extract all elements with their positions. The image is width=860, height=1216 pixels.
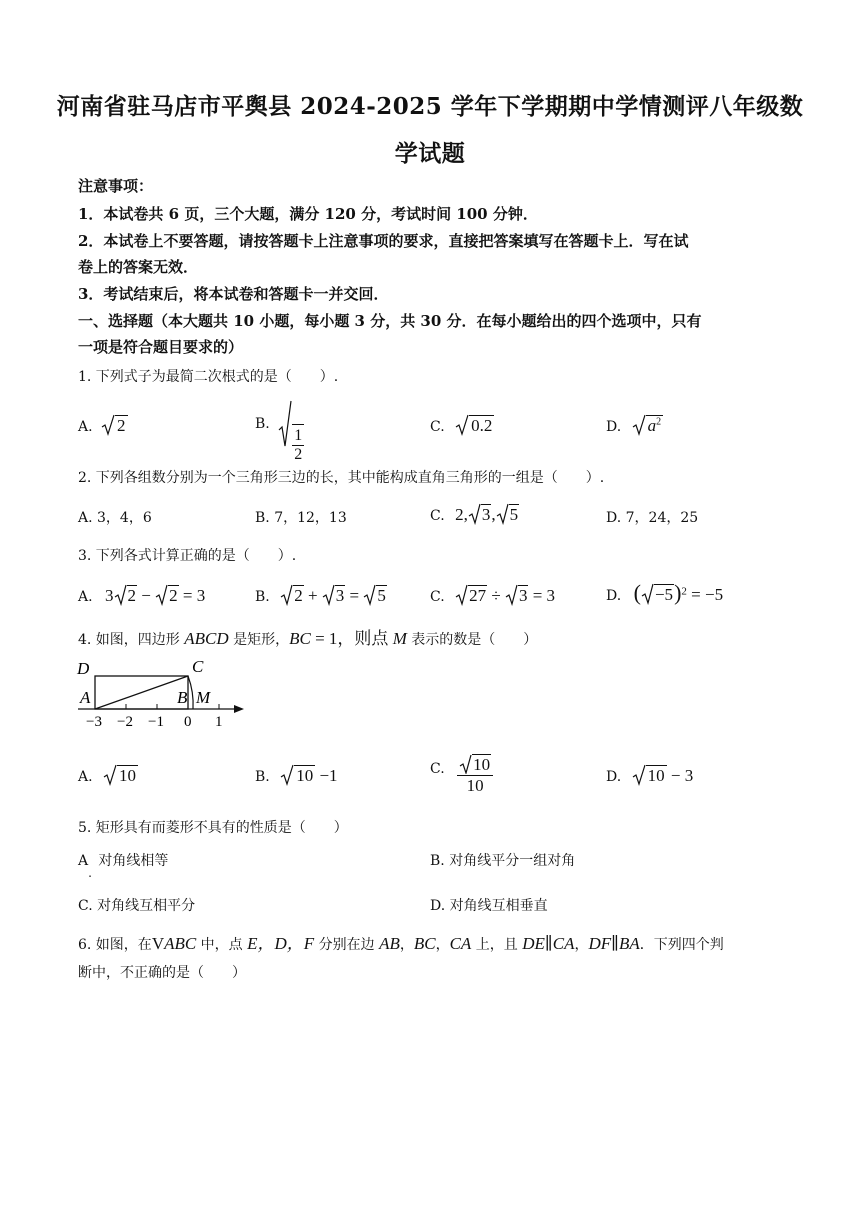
fraction-denominator: 2: [294, 445, 303, 463]
option-label: C.: [430, 761, 445, 777]
question-3-stem: 3. 下列各式计算正确的是（ ）.: [78, 548, 297, 564]
notice-heading: 注意事项：: [78, 177, 154, 195]
segment-label: CA: [449, 934, 472, 953]
sqrt-symbol: [280, 764, 294, 786]
arc-c-to-m: [188, 676, 193, 709]
separator: ,: [491, 505, 496, 524]
radicand: 5: [509, 505, 519, 524]
tick-label: −2: [117, 714, 133, 730]
sqrt-symbol: [114, 584, 127, 606]
diagonal-ac: [95, 676, 188, 709]
stem-text: 分别在边: [314, 937, 380, 953]
radicand: 2: [169, 586, 178, 605]
page-title: 河南省驻马店市平舆县 2024-2025 学年下学期期中学情测评八年级数: [56, 93, 804, 120]
q5-option-a: [78, 850, 169, 880]
parallel-condition: DF∥BA: [588, 934, 640, 953]
segment-label: BC: [289, 629, 311, 648]
stem-text: 上，且: [471, 937, 523, 953]
stem-text: 是矩形，: [228, 632, 290, 648]
sqrt-symbol: [468, 503, 481, 525]
radicand: 2: [294, 586, 303, 605]
open-paren: (: [633, 580, 641, 605]
label-d: D: [77, 659, 90, 678]
sqrt-symbol: [278, 400, 292, 448]
option-dot: .: [88, 866, 92, 880]
option-label: A.: [78, 769, 93, 785]
stem-text: 表示的数是（ ）: [406, 632, 538, 648]
sqrt-symbol: [496, 503, 509, 525]
notice-item-2: 2．本试卷上不要答题，请按答题卡上注意事项的要求，直接把答案填写在答题卡上．写在试: [78, 232, 689, 250]
option-label: D.: [606, 419, 622, 435]
sqrt-symbol: [455, 584, 468, 606]
section-heading-continued: 一项是符合题目要求的）: [78, 338, 244, 356]
question-6-stem: [78, 929, 724, 954]
q2-option-c: [430, 503, 519, 525]
radicand: −5: [654, 585, 674, 604]
parallel-condition: DE∥CA: [522, 934, 575, 953]
radicand: 27: [469, 586, 487, 605]
option-label: A.: [78, 419, 93, 435]
q3-option-d: [606, 580, 723, 606]
sqrt-symbol: [455, 414, 469, 436]
q2-option-b: B. 7，12，13: [255, 510, 347, 526]
radicand: 10: [473, 755, 491, 774]
radicand: 0.2: [471, 416, 493, 435]
option-label: C.: [430, 419, 445, 435]
value: 2,: [455, 505, 468, 524]
question-1-stem: 1. 下列式子为最简二次根式的是（ ）.: [78, 369, 339, 385]
sqrt-symbol: [632, 414, 646, 436]
q4-option-d: [606, 764, 693, 786]
radicand: 5: [377, 586, 386, 605]
section-heading: 一、选择题（本大题共 10 小题，每小题 3 分，共 30 分．在每小题给出的四个选项中，只有: [78, 312, 702, 330]
tick-label: 1: [215, 714, 223, 730]
radicand: 10: [296, 766, 314, 785]
q3-option-c: [430, 584, 555, 606]
sqrt-symbol: [103, 764, 117, 786]
q3-option-a: [78, 584, 205, 606]
q2-option-d: D. 7，24，25: [606, 510, 699, 526]
stem-text: = 1，则点: [310, 629, 393, 648]
tick-label: −1: [148, 714, 164, 730]
tick-label: 0: [184, 714, 192, 730]
radicand: 3: [481, 505, 491, 524]
sqrt-symbol: [505, 584, 518, 606]
q5-option-d: D. 对角线互相垂直: [430, 898, 548, 914]
q5-option-b: B. 对角线平分一组对角: [430, 853, 576, 869]
sqrt-symbol: [155, 584, 168, 606]
result: = −5: [686, 585, 724, 604]
sqrt-symbol: [632, 764, 646, 786]
stem-text: ，: [399, 937, 414, 953]
q5-option-c: C. 对角线互相平分: [78, 898, 196, 914]
expression-tail: − 3: [666, 766, 694, 785]
equals: =: [345, 586, 364, 605]
page-title-continued: 学试题: [394, 140, 466, 167]
radicand-exponent: 2: [656, 416, 662, 428]
expression-tail: −1: [315, 766, 338, 785]
question-6-stem-continued: 断中，不正确的是（ ）: [78, 965, 246, 981]
triangle-symbol: V: [151, 934, 165, 953]
label-c: C: [192, 657, 204, 676]
operator: ÷: [487, 586, 505, 605]
tick-label: −3: [86, 714, 102, 730]
label-m: M: [196, 688, 211, 707]
exponent: 2: [681, 585, 687, 598]
label-a: A: [80, 688, 91, 707]
question-4-stem: [78, 624, 537, 649]
sqrt-symbol: [280, 584, 293, 606]
result: = 3: [178, 586, 206, 605]
stem-text: 4. 如图，四边形: [78, 632, 185, 648]
option-label: C.: [430, 508, 445, 524]
q4-figure: [74, 654, 254, 734]
fraction-numerator: 1: [294, 426, 303, 444]
option-label: B.: [255, 416, 270, 432]
stem-text: ，: [574, 937, 589, 953]
option-label: A: [78, 853, 89, 869]
operator: +: [303, 586, 322, 605]
sqrt-symbol: [641, 583, 654, 605]
option-label: D.: [606, 769, 622, 785]
question-2-stem: 2. 下列各组数分别为一个三角形三边的长，其中能构成直角三角形的一组是（ ）.: [78, 470, 605, 486]
label-b: B: [177, 688, 188, 707]
q3-option-b: [255, 584, 387, 606]
notice-item-3: 3．考试结束后，将本试卷和答题卡一并交回．: [78, 285, 389, 303]
q4-option-a: [78, 764, 138, 786]
question-5-stem: 5. 矩形具有而菱形不具有的性质是（ ）: [78, 820, 348, 836]
radicand: 2: [127, 586, 137, 605]
stem-text: 6. 如图，在: [78, 937, 152, 953]
option-label: A.: [78, 589, 93, 605]
sqrt-symbol: [459, 754, 472, 774]
segment-label: BC: [413, 934, 436, 953]
close-paren: ): [674, 580, 682, 605]
q1-option-a: [78, 414, 128, 436]
option-label: B.: [255, 769, 270, 785]
q1-option-b: [255, 400, 304, 471]
radicand-base: a: [647, 416, 657, 435]
radicand: 10: [647, 766, 665, 785]
sqrt-symbol: [363, 584, 376, 606]
notice-item-2-continued: 卷上的答案无效．: [78, 258, 199, 276]
radicand: 2: [117, 416, 126, 435]
q4-option-c: [430, 754, 493, 796]
q1-option-c: [430, 414, 494, 436]
point-labels: E，D，F: [247, 934, 315, 953]
stem-text: ．下列四个判: [639, 937, 724, 953]
radicand: 10: [119, 766, 137, 785]
coefficient: 3: [105, 586, 114, 605]
q1-option-d: [606, 414, 663, 436]
fraction-denominator: 10: [466, 776, 484, 795]
option-text: 对角线相等: [98, 853, 169, 869]
option-label: C.: [430, 589, 445, 605]
radicand: 3: [335, 586, 345, 605]
result: = 3: [528, 586, 556, 605]
stem-text: ，: [435, 937, 450, 953]
number-line-arrow: [234, 705, 244, 713]
segment-label: AB: [379, 934, 400, 953]
sqrt-symbol: [322, 584, 335, 606]
radicand: 3: [518, 586, 528, 605]
quad-label: ABCD: [184, 629, 229, 648]
stem-text: 中，点: [196, 937, 248, 953]
sqrt-symbol: [101, 414, 115, 436]
triangle-label: ABC: [164, 934, 197, 953]
operator: −: [137, 586, 156, 605]
q4-option-b: [255, 764, 338, 786]
q2-option-a: A. 3，4，6: [78, 510, 152, 526]
notice-item-1: 1．本试卷共 6 页，三个大题，满分 120 分，考试时间 100 分钟．: [78, 205, 538, 223]
option-label: D.: [606, 588, 622, 604]
option-label: B.: [255, 589, 270, 605]
point-label: M: [392, 629, 407, 648]
